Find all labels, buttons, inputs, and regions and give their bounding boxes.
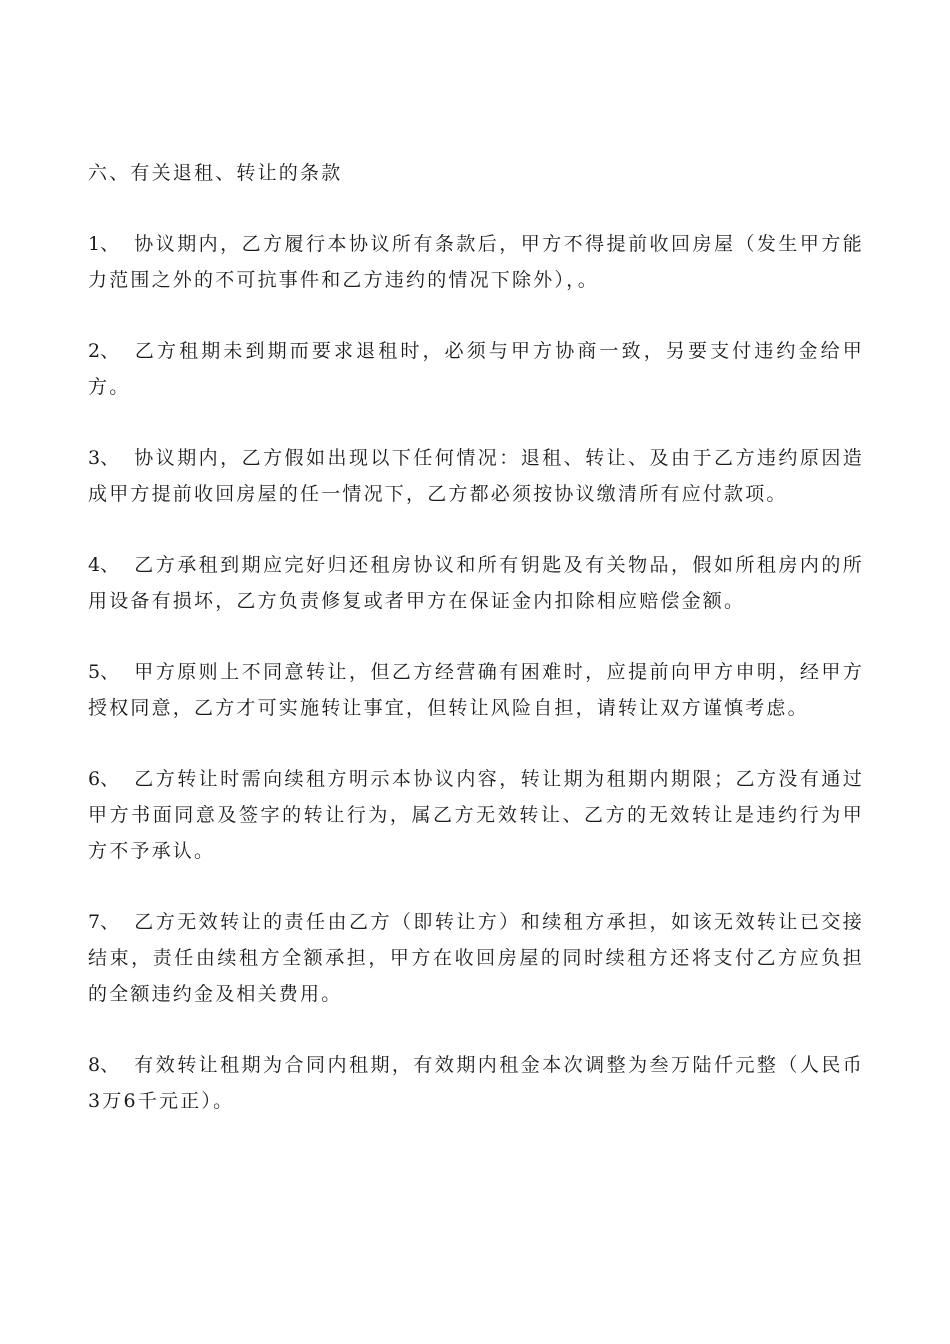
clause-text: 乙方无效转让的责任由乙方（即转让方）和续租方承担，如该无效转让已交接结束，责任由续租方全额承担，甲方在收回房屋的同时续租方还将支付乙方应负担的全额违约金及相关费用。 [88,911,864,1005]
clause-text: 乙方转让时需向续租方明示本协议内容，转让期为租期内期限；乙方没有通过甲方书面同意及签字的转让行为，属乙方无效转让、乙方的无效转让是违约行为甲方不予承认。 [88,768,864,862]
clause-number: 2、 [88,340,120,362]
clause-text: 甲方原则上不同意转让，但乙方经营确有困难时，应提前向甲方申明，经甲方授权同意，乙方才可实施转让事宜，但转让风险自担，请转让双方谨慎考虑。 [88,661,864,719]
clause-text: 乙方租期未到期而要求退租时，必须与甲方协商一致，另要支付违约金给甲方。 [88,340,864,398]
section-title: 六、有关退租、转让的条款 [88,162,343,184]
clause-4 [88,547,864,619]
clause-6 [88,761,864,869]
clause-number: 1、 [88,233,120,255]
clause-number: 4、 [88,554,120,576]
document-body [88,155,864,1154]
clause-text: 协议期内，乙方假如出现以下任何情况：退租、转让、及由于乙方违约原因造成甲方提前收回房屋的任一情况下，乙方都必须按协议缴清所有应付款项。 [88,447,864,505]
clause-7 [88,904,864,1012]
clause-number: 6、 [88,768,120,790]
clause-text: 协议期内，乙方履行本协议所有条款后，甲方不得提前收回房屋（发生甲方能力范围之外的不可抗事件和乙方违约的情况下除外），。 [88,233,864,291]
clause-text: 有效转让租期为合同内租期，有效期内租金本次调整为叁万陆仟元整（人民币3万6千元正）。 [88,1054,864,1112]
clause-number: 5、 [88,661,120,683]
clause-number: 7、 [88,911,120,933]
clause-number: 3、 [88,447,120,469]
clause-text: 乙方承租到期应完好归还租房协议和所有钥匙及有关物品，假如所租房内的所用设备有损坏，乙方负责修复或者甲方在保证金内扣除相应赔偿金额。 [88,554,864,612]
clause-number: 8、 [88,1054,120,1076]
clause-1 [88,226,864,298]
clause-8 [88,1047,864,1119]
clause-5 [88,654,864,726]
clause-3 [88,440,864,512]
clause-2 [88,333,864,405]
